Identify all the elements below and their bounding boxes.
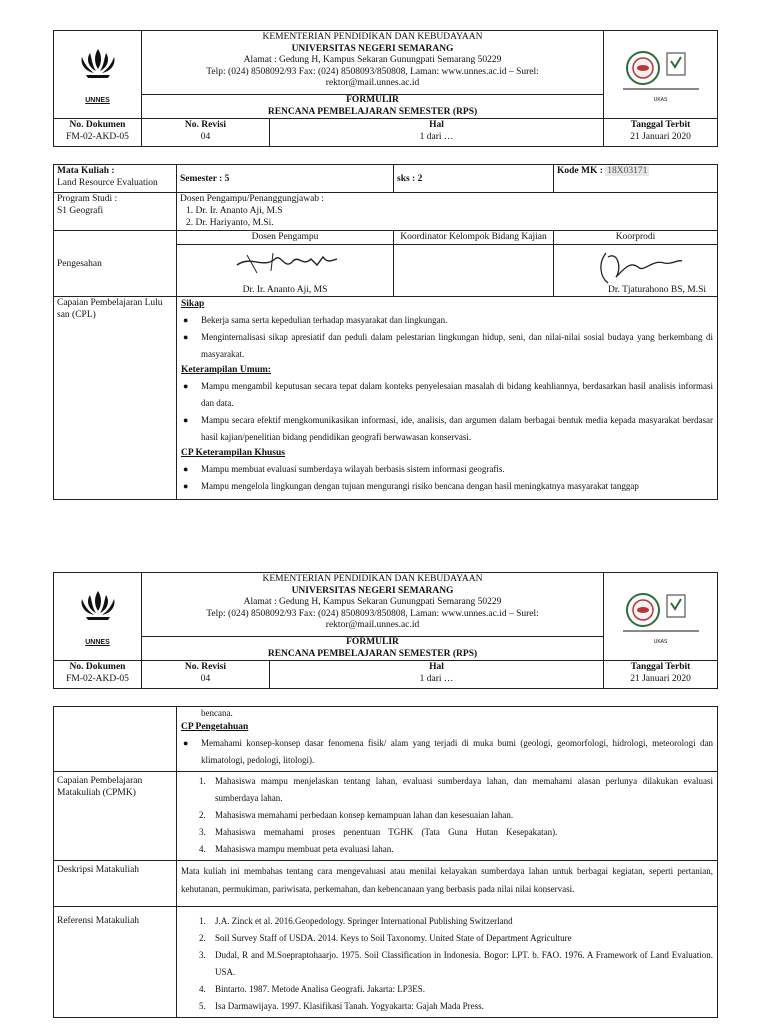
list-item: ● Mampu membuat evaluasi sumberdaya wilayah berbasis sistem informasi geografis.	[181, 461, 713, 478]
certification-badge-icon	[621, 589, 701, 635]
university-name: UNIVERSITAS NEGERI SEMARANG	[291, 585, 454, 596]
sks: sks : 2	[394, 165, 554, 193]
cpp-title: CP Pengetahuan	[181, 722, 249, 732]
list-item: 1. Mahasiswa mampu menjelaskan tentang lahan, evaluasi sumberdaya lahan, dan memahami alasan perlunya dilakukan evaluasi sumberdaya lahan.	[199, 776, 713, 803]
list-item: ● Memahami konsep-konsep dasar fenomena fisik/ alam yang terjadi di muka bumi (geologi, geomorfologi, hidrologi, meteorologi dan klimatologi, pedologi, litologi).	[181, 735, 713, 769]
dosen-item: 1. Dr. Ir. Ananto Aji, M.S	[186, 206, 283, 216]
page-value: 1 dari …	[419, 132, 454, 142]
deskripsi-text: Mata kuliah ini membahas tentang cara mengevaluasi atau menilai kelayakan sumberdaya lahan untuk berbagai kegiatan, seperti pertanian, kehutanan, permukiman, pariwisata, perkemahan, dan kebencanaan yang berbasis pada nilai nilai konservasi.	[177, 861, 718, 907]
list-item: ● Mampu mengelola lingkungan dengan tujuan mengurangi risiko bencana dengan hasil meningkatnya masyarakat tanggap	[181, 478, 713, 495]
prodi: S1 Geografi	[57, 206, 104, 216]
list-item: ● Mampu secara efektif mengkomunikasikan informasi, ide, analisis, dan argumen dalam berbagai bentuk media kepada masyarakat berdasar hasil kajian/penelitian bidang pendidikan geografi berwawasan konservasi.	[181, 412, 713, 446]
rev-value: 04	[200, 674, 211, 684]
page-label: Hal	[429, 662, 444, 672]
doc-no-label: No. Dokumen	[69, 662, 126, 672]
semester: Semester : 5	[177, 165, 394, 193]
date-value: 21 Januari 2020	[630, 132, 691, 142]
kode-value: 18X03171	[607, 166, 648, 176]
doc-no: FM-02-AKD-05	[66, 132, 129, 142]
date-label: Tanggal Terbit	[630, 662, 691, 672]
col-dosen: Dosen Pengampu	[177, 231, 394, 245]
page-value: 1 dari …	[419, 674, 454, 684]
doc-no: FM-02-AKD-05	[66, 674, 129, 684]
unnes-emblem-icon	[68, 45, 128, 93]
address: Alamat : Gedung H, Kampus Sekaran Gunungpati Semarang 50229	[243, 55, 502, 65]
document-header-1	[53, 30, 717, 147]
cpl-label: Capaian Pembelajaran Lulu san (CPL)	[54, 297, 177, 500]
rev-value: 04	[200, 132, 211, 142]
form-title: RENCANA PEMBELAJARAN SEMESTER (RPS)	[267, 648, 478, 659]
university-name: UNIVERSITAS NEGERI SEMARANG	[291, 43, 454, 54]
course-detail-table	[53, 706, 717, 1018]
doc-no-label: No. Dokumen	[69, 120, 126, 130]
date-value: 21 Januari 2020	[630, 674, 691, 684]
certification-badge-icon	[621, 47, 701, 93]
list-item: 3. Mahasiswa memahami proses penentuan TGHK (Tata Guna Hutan Kesepakatan).	[199, 827, 558, 837]
contact: Telp: (024) 8508092/93 Fax: (024) 8508093/850808, Laman: www.unnes.ac.id – Surel:	[206, 66, 539, 77]
form-title: RENCANA PEMBELAJARAN SEMESTER (RPS)	[267, 106, 478, 117]
list-item: ● Bekerja sama serta kepedulian terhadap masyarakat dan lingkungan.	[181, 312, 713, 329]
cpmk-label: Capaian Pembelajaran Matakuliah (CPMK)	[54, 772, 177, 861]
document-header-2	[53, 572, 717, 689]
kk-continuation: bencana.	[201, 708, 233, 718]
prodi-label: Program Studi :	[57, 194, 118, 204]
certification-logo: UKAS	[604, 573, 718, 661]
list-item: 4. Mahasiswa mampu membuat peta evaluasi lahan.	[199, 844, 394, 854]
signature-cell-3	[554, 245, 718, 297]
date-label: Tanggal Terbit	[630, 120, 691, 130]
rev-label: No. Revisi	[184, 120, 227, 130]
col-koord: Koordinator Kelompok Bidang Kajian	[394, 231, 554, 245]
sig1-name: Dr. Ir. Ananto Aji, MS	[242, 285, 328, 295]
list-item: 5. Isa Darmawijaya. 1997. Klasifikasi Tanah. Yogyakarta: Gajah Mada Press.	[199, 1001, 484, 1011]
sig2-name: Dr. Tjaturahono BS, M.Si	[608, 285, 706, 295]
kode-label: Kode MK :	[557, 166, 603, 176]
unnes-logo: UNNES	[54, 573, 142, 661]
signature-cell-1	[177, 245, 394, 297]
list-item: ● Menginternalisasi sikap apresiatif dan peduli dalam pelestarian lingkungan hidup, seni, dan nilai-nilai sosial budaya yang berkembang di masyarakat.	[181, 329, 713, 363]
list-item: 2. Mahasiswa memahami perbedaan konsep kemampuan lahan dan kesesuaian lahan.	[199, 810, 514, 820]
contact: Telp: (024) 8508092/93 Fax: (024) 8508093/850808, Laman: www.unnes.ac.id – Surel:	[206, 608, 539, 619]
email: rektor@mail.unnes.ac.id	[325, 78, 420, 88]
signature-cell-2	[394, 245, 554, 297]
course-info-table	[53, 164, 717, 500]
list-item: 2. Soil Survey Staff of USDA. 2014. Keys to Soil Taxonomy. United State of Department Agriculture	[199, 933, 572, 943]
sikap-title: Sikap	[181, 299, 205, 309]
unnes-logo: UNNES	[54, 31, 142, 119]
referensi-label: Referensi Matakuliah	[54, 907, 177, 1018]
email: rektor@mail.unnes.ac.id	[325, 620, 420, 630]
deskripsi-label: Deskripsi Matakuliah	[54, 861, 177, 907]
mk-name: Land Resource Evaluation	[57, 178, 158, 188]
kk-title: CP Keterampilan Khusus	[181, 448, 285, 458]
ku-title: Keterampilan Umum:	[181, 365, 271, 375]
dosen-label: Dosen Pengampu/Penanggungjawab :	[180, 194, 325, 204]
form-label: FORMULIR	[346, 95, 399, 105]
list-item: 4. Bintarto. 1987. Metode Analisa Geografi. Jakarta: LP3ES.	[199, 984, 425, 994]
list-item: 1. J.A. Zinck et al. 2016.Geopedology. Springer International Publishing Switzerland	[199, 916, 513, 926]
unnes-emblem-icon	[68, 587, 128, 635]
ministry-name: KEMENTERIAN PENDIDIKAN DAN KEBUDAYAAN	[262, 32, 483, 42]
form-label: FORMULIR	[346, 637, 399, 647]
pengesahan-label: Pengesahan	[54, 231, 177, 297]
address: Alamat : Gedung H, Kampus Sekaran Gunungpati Semarang 50229	[243, 597, 502, 607]
list-item: ● Mampu mengambil keputusan secara tepat dalam konteks penyelesaian masalah di bidang keahliannya, berdasarkan hasil analisis informasi dan data.	[181, 378, 713, 412]
col-koorprodi: Koorprodi	[554, 231, 718, 245]
page-label: Hal	[429, 120, 444, 130]
dosen-item: 2. Dr. Hariyanto, M.Si.	[186, 218, 274, 228]
mk-label: Mata Kuliah :	[57, 166, 115, 176]
certification-logo: UKAS	[604, 31, 718, 119]
list-item: 3. Dudal, R and M.Soepraptohaarjo. 1975. Soil Classification in Indonesia. Bogor: LPT. b. FAO. 1976. A Framework of Land Evaluation. USA.	[199, 950, 713, 977]
signature-icon	[233, 247, 343, 277]
signature-icon	[594, 247, 684, 287]
rev-label: No. Revisi	[184, 662, 227, 672]
ministry-name: KEMENTERIAN PENDIDIKAN DAN KEBUDAYAAN	[262, 574, 483, 584]
